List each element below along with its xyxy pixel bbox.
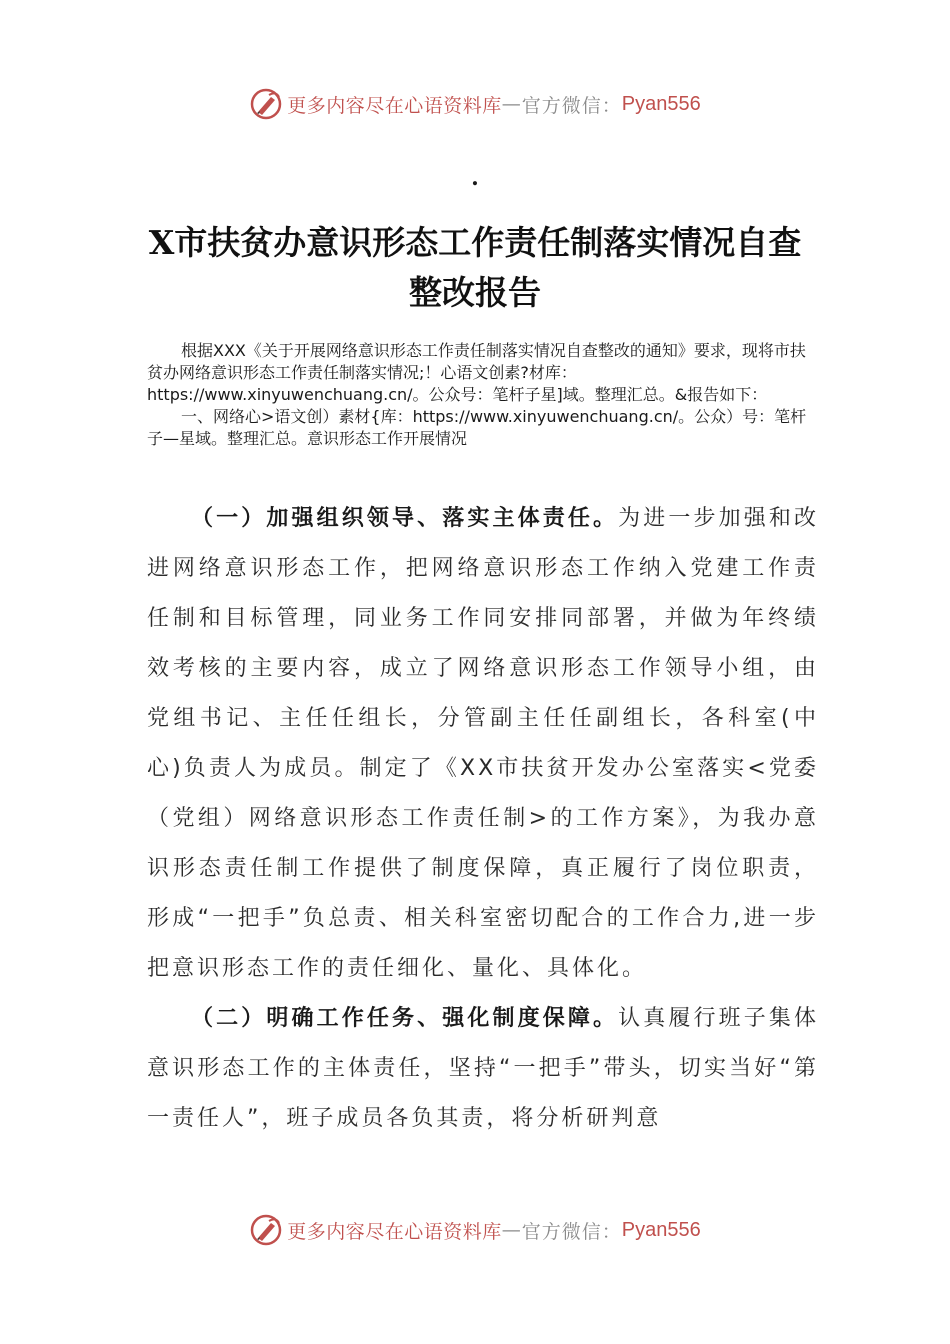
section-paragraph-2 [147, 994, 819, 1144]
section-heading-paragraph: 一、网络心>语文创）素材{库：https://www.xinyuwenchuang.cn/。公众）号：笔杆子—星域。整理汇总。意识形态工作开展情况 [147, 407, 807, 448]
section-lead-1: （一）加强组织领导、落实主体责任。 [191, 506, 619, 531]
body-text [147, 494, 819, 1144]
header-dot: . [471, 165, 479, 191]
section-lead-2: （二）明确工作任务、强化制度保障。 [191, 1006, 619, 1031]
banner-dash: — [501, 1219, 522, 1241]
document-title: X市扶贫办意识形态工作责任制落实情况自查整改报告 [148, 223, 802, 312]
section-text-2: 认真履行班子集体意识形态工作的主体责任，坚持“一把手”带头，切实当好“第一责任人”，班子成员各负其责，将分析研判意 [147, 1006, 819, 1131]
pen-nib-logo-icon [249, 87, 283, 121]
section-paragraph-1 [147, 494, 819, 994]
intro-block [147, 340, 812, 450]
banner-wechat-id: Pyan556 [621, 92, 701, 115]
intro-paragraph: 根据XXX《关于开展网络意识形态工作责任制落实情况自查整改的通知》要求，现将市扶贫办网络意识形态工作责任制落实情况;！心语文创素?材库：https://www.xinyuwenchuang.cn/。公众号：笔杆子星]域。整理汇总。&报告如下： [147, 341, 806, 404]
section-text-1: 为进一步加强和改进网络意识形态工作，把网络意识形态工作纳入党建工作责任制和目标管理，同业务工作同安排同部署，并做为年终绩效考核的主要内容，成立了网络意识形态工作领导小组，由党组书记、主任任组长，分管副主任任副组长，各科室(中心)负责人为成员。制定了《XX市扶贫开发办公室落实<党委（党组）网络意识形态工作责任制>的工作方案》，为我办意识形态责任制工作提供了制度保障，真正履行了岗位职责，形成“一把手”负总责、相关科室密切配合的工作合力,进一步把意识形态工作的责任细化、量化、具体化。 [147, 506, 819, 981]
banner-wechat-label: 官方微信： [521, 94, 622, 117]
header-watermark-banner [0, 84, 950, 124]
pen-nib-logo-icon [249, 1213, 283, 1247]
banner-dash: — [501, 93, 522, 115]
banner-text: 更多内容尽在心语资料库 [287, 94, 502, 117]
banner-text: 更多内容尽在心语资料库 [287, 1220, 502, 1243]
banner-wechat-label: 官方微信： [521, 1220, 622, 1243]
footer-watermark-banner [0, 1210, 950, 1250]
banner-wechat-id: Pyan556 [621, 1218, 701, 1241]
